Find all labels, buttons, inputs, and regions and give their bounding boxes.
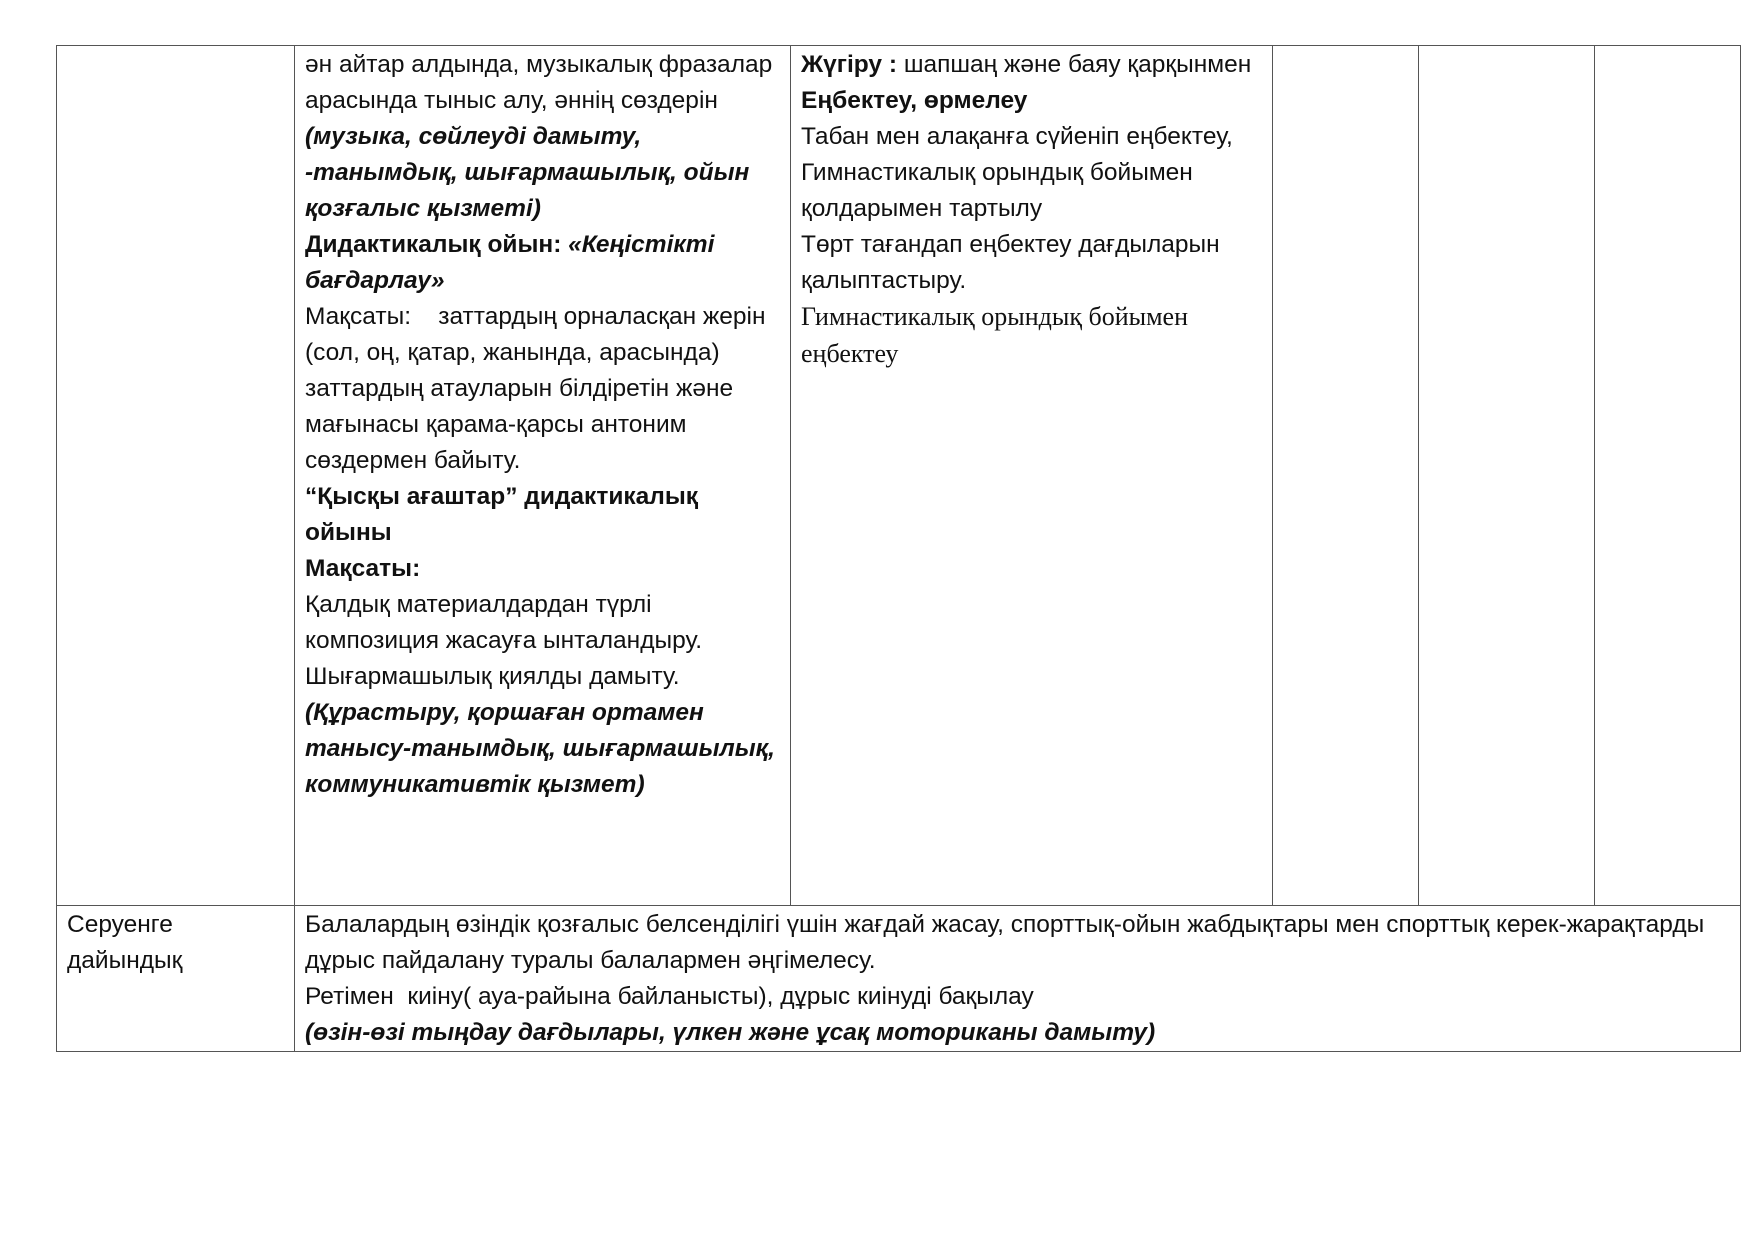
run-text: шапшаң және баяу қарқынмен [903,51,1252,78]
table-row [57,46,1741,906]
table-row [57,906,1741,1052]
empty-cell [1273,46,1419,906]
game1-label: Дидактикалық ойын: [305,231,569,258]
row-label-cell [57,46,295,906]
activities-cell [295,46,791,906]
crawl-label: Еңбектеу, өрмелеу [801,87,1028,114]
empty-cell [1419,46,1595,906]
walk-prep-areas: (өзін-өзі тыңдау дағдылары, үлкен және ұсақ моториканы дамыту) [305,1019,1156,1046]
crawl-item-2: Гимнастикалық орындық бойымен қолдарымен тартылу [801,159,1193,222]
game1-goal: Мақсаты: заттардың орналасқан жерін (сол, оң, қатар, жанында, арасында) заттардың атауларын білдіретін және мағынасы қарама-қарсы антоним сөздермен байыту. [305,303,773,474]
empty-cell [1595,46,1741,906]
walk-prep-cell [295,906,1741,1052]
row-label-cell [57,906,295,1052]
crawl-item-3: Төрт тағандап еңбектеу дағдыларын қалыптастыру. [801,231,1220,294]
game2-goal-2: Шығармашылық қиялды дамыту. [305,663,680,690]
game2-goal-1: Қалдық материалдардан түрлі композиция жасауға ынталандыру. [305,591,703,654]
schedule-table [56,45,1741,1052]
intro-text: ән айтар алдында, музыкалық фразалар арасында тыныс алу, әннің сөздерін [305,51,773,114]
game2-goal-label: Мақсаты: [305,555,421,582]
run-label: Жүгіру : [801,51,904,78]
walk-prep-text-1: Балалардың өзіндік қозғалыс белсенділігі үшін жағдай жасау, спорттық-ойын жабдықтары мен спорттық керек-жарақтарды дұрыс пайдалану туралы балалармен әңгімелесу. [305,911,1705,974]
crawl-item-4: Гимнастикалық орындық бойымен еңбектеу [801,302,1188,368]
walk-prep-label: Серуенге дайындық [67,911,183,974]
game1-title: «Кеңістікті бағдарлау» [305,231,715,294]
intro-areas: (музыка, сөйлеуді дамыту, -танымдық, шығармашылық, ойын қозғалыс қызметі) [305,123,750,222]
crawl-item-1: Табан мен алақанға сүйеніп еңбектеу, [801,123,1233,150]
game2-areas: (Құрастыру, қоршаған ортамен танысу-танымдық, шығармашылық, коммуникативтік қызмет) [305,699,775,798]
movement-cell [791,46,1273,906]
game2-title: “Қысқы ағаштар” дидактикалық ойыны [305,483,699,546]
walk-prep-text-2: Ретімен киіну( ауа-райына байланысты), дұрыс киінуді бақылау [305,983,1034,1010]
